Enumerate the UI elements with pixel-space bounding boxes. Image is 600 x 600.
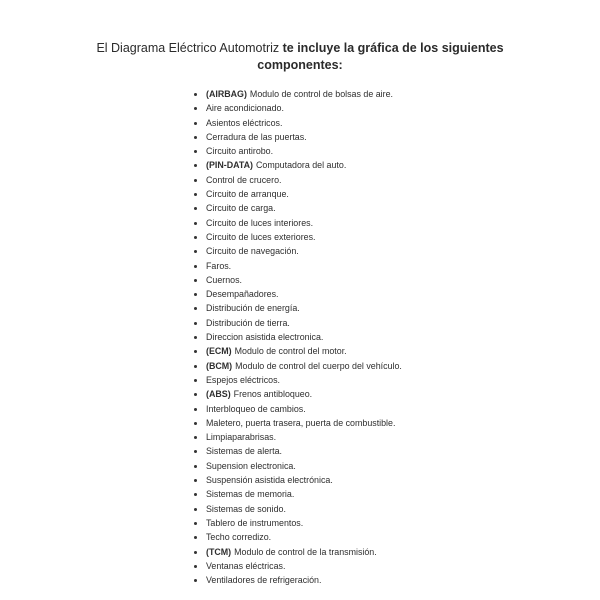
component-code: (ABS) (206, 389, 231, 400)
bullet-icon (194, 307, 197, 310)
component-label: Modulo de control del motor. (234, 346, 347, 357)
bullet-icon (194, 536, 197, 539)
bullet-icon (194, 350, 197, 353)
component-label: Cerradura de las puertas. (206, 131, 307, 142)
list-item (192, 545, 512, 559)
component-label: Tablero de instrumentos. (206, 517, 304, 528)
bullet-icon (194, 436, 197, 439)
list-item (192, 259, 512, 273)
bullet-icon (194, 479, 197, 482)
bullet-icon (194, 279, 197, 282)
bullet-icon (194, 322, 197, 325)
bullet-icon (194, 136, 197, 139)
list-item (192, 416, 512, 430)
list-item (192, 487, 512, 501)
bullet-icon (194, 150, 197, 153)
bullet-icon (194, 365, 197, 368)
bullet-icon (194, 293, 197, 296)
list-item (192, 130, 512, 144)
list-item (192, 502, 512, 516)
bullet-icon (194, 465, 197, 468)
component-label: Desempañadores. (206, 289, 279, 300)
page-heading (60, 40, 540, 74)
component-label: Circuito de arranque. (206, 189, 289, 200)
component-label: Limpiaparabrisas. (206, 432, 277, 443)
component-label: Sistemas de alerta. (206, 446, 282, 457)
bullet-icon (194, 236, 197, 239)
list-item (192, 144, 512, 158)
list-item (192, 473, 512, 487)
bullet-icon (194, 193, 197, 196)
list-item (192, 402, 512, 416)
list-item (192, 430, 512, 444)
component-label: Circuito de carga. (206, 203, 276, 214)
component-label: Modulo de control de la transmisión. (234, 546, 377, 557)
list-item (192, 187, 512, 201)
component-label: Direccion asistida electronica. (206, 332, 324, 343)
component-label: Sistemas de memoria. (206, 489, 295, 500)
component-label: Circuito de luces exteriores. (206, 231, 316, 242)
component-code: (PIN-DATA) (206, 160, 253, 171)
component-label: Sistemas de sonido. (206, 503, 286, 514)
component-label: Circuito de navegación. (206, 246, 299, 257)
bullet-icon (194, 250, 197, 253)
list-item (192, 330, 512, 344)
bullet-icon (194, 336, 197, 339)
bullet-icon (194, 493, 197, 496)
bullet-icon (194, 522, 197, 525)
bullet-icon (194, 565, 197, 568)
bullet-icon (194, 450, 197, 453)
list-item (192, 530, 512, 544)
heading-normal-text: El Diagrama Eléctrico Automotriz (96, 41, 280, 55)
list-item (192, 344, 512, 358)
component-label: Faros. (206, 260, 232, 271)
bullet-icon (194, 508, 197, 511)
bullet-icon (194, 551, 197, 554)
list-item (192, 158, 512, 172)
component-label: Distribución de tierra. (206, 317, 290, 328)
component-label: Ventanas eléctricas. (206, 560, 286, 571)
component-label: Modulo de control del cuerpo del vehículo. (235, 360, 402, 371)
component-label: Frenos antibloqueo. (233, 389, 313, 400)
list-item (192, 316, 512, 330)
bullet-icon (194, 422, 197, 425)
component-label: Techo corredizo. (206, 532, 272, 543)
bullet-icon (194, 393, 197, 396)
bullet-icon (194, 379, 197, 382)
component-label: Ventiladores de refrigeración. (206, 575, 322, 586)
component-label: Asientos eléctricos. (206, 117, 283, 128)
list-item (192, 230, 512, 244)
bullet-icon (194, 93, 197, 96)
component-label: Aire acondicionado. (206, 103, 284, 114)
bullet-icon (194, 179, 197, 182)
component-list (192, 87, 512, 587)
list-item (192, 559, 512, 573)
component-label: Distribución de energía. (206, 303, 300, 314)
component-label: Computadora del auto. (256, 160, 347, 171)
component-label: Circuito antirobo. (206, 146, 274, 157)
component-code: (ECM) (206, 346, 232, 357)
bullet-icon (194, 222, 197, 225)
bullet-icon (194, 579, 197, 582)
bullet-icon (194, 265, 197, 268)
list-item (192, 101, 512, 115)
component-label: Circuito de luces interiores. (206, 217, 314, 228)
list-item (192, 87, 512, 101)
bullet-icon (194, 408, 197, 411)
component-label: Supension electronica. (206, 460, 296, 471)
list-item (192, 373, 512, 387)
list-item (192, 201, 512, 215)
list-item (192, 359, 512, 373)
list-item (192, 216, 512, 230)
list-item (192, 516, 512, 530)
component-label: Control de crucero. (206, 174, 282, 185)
component-label: Cuernos. (206, 274, 243, 285)
list-item (192, 387, 512, 401)
component-label: Interbloqueo de cambios. (206, 403, 306, 414)
list-item (192, 173, 512, 187)
bullet-icon (194, 207, 197, 210)
list-item (192, 444, 512, 458)
component-label: Modulo de control de bolsas de aire. (249, 89, 393, 99)
component-code: (AIRBAG) (206, 89, 247, 99)
list-item (192, 459, 512, 473)
component-label: Espejos eléctricos. (206, 374, 280, 385)
component-label: Suspensión asistida electrónica. (206, 475, 333, 486)
heading-bold-text: te incluye la gráfica de los siguientes componentes: (257, 41, 504, 72)
list-item (192, 116, 512, 130)
component-code: (BCM) (206, 360, 233, 371)
list-item (192, 244, 512, 258)
component-code: (TCM) (206, 546, 232, 557)
list-item (192, 273, 512, 287)
bullet-icon (194, 107, 197, 110)
bullet-icon (194, 122, 197, 125)
bullet-icon (194, 164, 197, 167)
list-item (192, 573, 512, 587)
list-item (192, 301, 512, 315)
list-item (192, 287, 512, 301)
component-label: Maletero, puerta trasera, puerta de combustible. (206, 417, 396, 428)
